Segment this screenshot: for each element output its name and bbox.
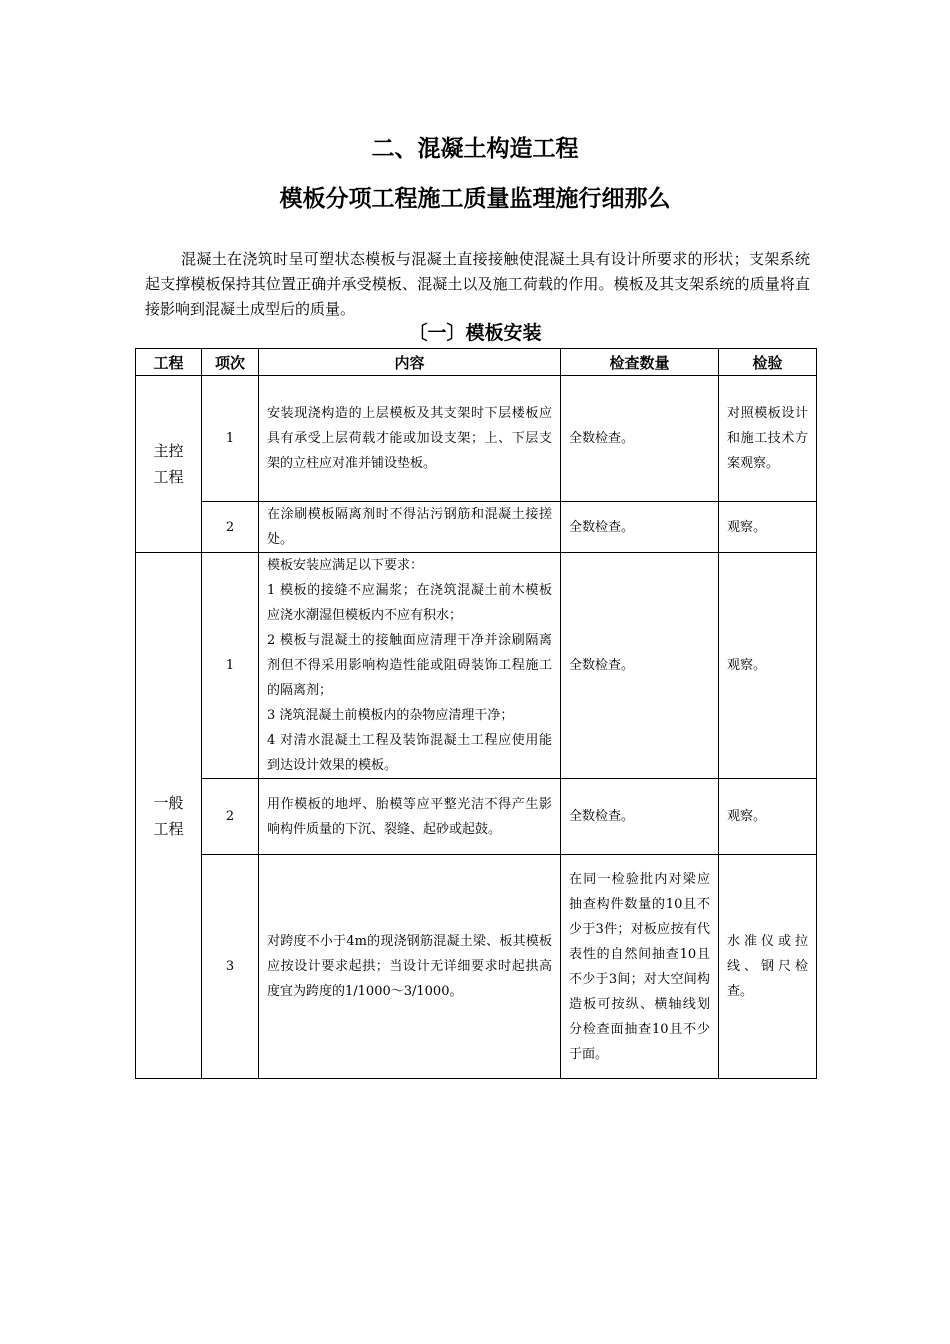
content-line: 2 模板与混凝土的接触面应清理干净并涂刷隔离剂但不得采用影响构造性能或阻碍装饰工程施工的隔离剂；	[267, 633, 552, 698]
project-cell-main	[136, 376, 202, 553]
item-no: 2	[202, 779, 259, 855]
item-method: 观察。	[719, 779, 817, 855]
content-line: 3 浇筑混凝土前模板内的杂物应清理干净；	[267, 708, 514, 723]
header-content: 内容	[259, 349, 561, 376]
table-row	[136, 502, 817, 553]
intro-paragraph: 混凝土在浇筑时呈可塑状态模板与混凝土直接接触使混凝土具有设计所要求的形状；支架系统起支撑模板保持其位置正确并承受模板、混凝土以及施工荷载的作用。模板及其支架系统的质量将直接影响到混凝土成型后的质量。	[145, 250, 810, 318]
section-title: 〔一〕模板安装	[408, 322, 542, 344]
table-row	[136, 779, 817, 855]
item-no: 2	[202, 502, 259, 553]
item-content: 用作模板的地坪、胎模等应平整光洁不得产生影响构件质量的下沉、裂缝、起砂或起鼓。	[259, 779, 561, 855]
header-item-no: 项次	[202, 349, 259, 376]
item-quantity: 全数检查。	[561, 553, 719, 779]
content-line: 1 模板的接缝不应漏浆；在浇筑混凝土前木模板应浇水潮湿但模板内不应有积水；	[267, 583, 552, 623]
content-line: 4 对清水混凝土工程及装饰混凝土工程应使用能到达设计效果的模板。	[267, 733, 552, 773]
item-method: 观察。	[719, 502, 817, 553]
item-no: 3	[202, 855, 259, 1079]
item-quantity: 在同一检验批内对梁应抽查构件数量的10且不少于3件；对板应按有代表性的自然间抽查10且不少于3间；对大空间构造板可按纵、横轴线划分检查面抽查10且不少于面。	[561, 855, 719, 1079]
item-content: 安装现浇构造的上层模板及其支架时下层楼板应具有承受上层荷载才能或加设支架；上、下层支架的立柱应对准并铺设垫板。	[259, 376, 561, 502]
chapter-title: 二、混凝土构造工程	[371, 136, 579, 162]
project-label-line: 一般	[153, 793, 184, 812]
item-quantity: 全数检查。	[561, 376, 719, 502]
project-label-line: 主控	[153, 442, 184, 460]
project-cell-general	[136, 553, 202, 1079]
item-content: 对跨度不小于4m的现浇钢筋混凝土梁、板其模板应按设计要求起拱；当设计无详细要求时起拱高度宜为跨度的1/1000～3/1000。	[259, 855, 561, 1079]
item-method: 水准仪或拉线、钢尺检查。	[719, 855, 817, 1079]
item-no: 1	[202, 376, 259, 502]
item-content	[259, 553, 561, 779]
project-label-line: 工程	[153, 468, 184, 486]
item-quantity: 全数检查。	[561, 502, 719, 553]
inspection-table	[135, 348, 817, 1079]
content-line: 模板安装应满足以下要求：	[267, 558, 424, 573]
table-row	[136, 376, 817, 502]
header-project: 工程	[136, 349, 202, 376]
header-method: 检验	[719, 349, 817, 376]
table-header-row	[136, 349, 817, 376]
item-method: 对照模板设计和施工技术方案观察。	[719, 376, 817, 502]
table-row	[136, 855, 817, 1079]
item-no: 1	[202, 553, 259, 779]
item-method: 观察。	[719, 553, 817, 779]
item-quantity: 全数检查。	[561, 779, 719, 855]
table-row	[136, 553, 817, 779]
header-quantity: 检查数量	[561, 349, 719, 376]
document-title: 模板分项工程施工质量监理施行细那么	[279, 186, 671, 212]
project-label-line: 工程	[153, 819, 184, 838]
item-content: 在涂刷模板隔离剂时不得沾污钢筋和混凝土接搓处。	[259, 502, 561, 553]
